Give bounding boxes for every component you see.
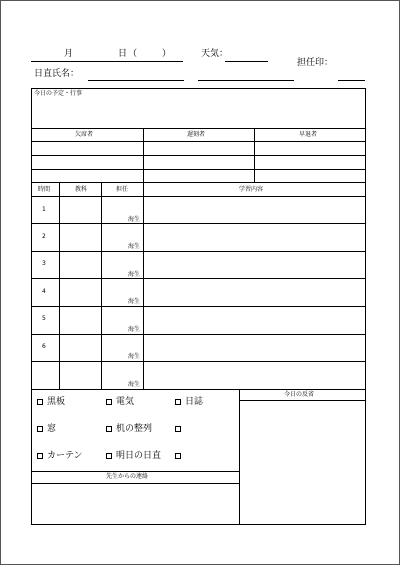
duty-name-label: 日直氏名： xyxy=(34,69,80,79)
period-1: 1 xyxy=(42,206,46,213)
period-2: 2 xyxy=(42,233,46,240)
weather-underline[interactable] xyxy=(225,61,268,62)
day-label: 日 xyxy=(118,49,128,59)
checkbox-blank-1[interactable] xyxy=(175,426,181,432)
date-underline xyxy=(31,61,183,62)
checkbox-blackboard[interactable] xyxy=(37,399,43,405)
checkbox-curtains[interactable] xyxy=(37,453,43,459)
seal-label: 海生 xyxy=(128,271,141,278)
checkbox-windows[interactable] xyxy=(37,426,43,432)
checkbox-blank-2[interactable] xyxy=(175,453,181,459)
teacher-seal-label: 担任印： xyxy=(297,58,334,68)
teacher-message-label: 先生からの連絡 xyxy=(106,473,149,480)
weekday-close-paren: ） xyxy=(162,49,172,59)
late-header: 遅刻者 xyxy=(187,131,206,138)
period-5: 5 xyxy=(42,315,46,322)
teacher-seal-underline[interactable] xyxy=(338,80,365,81)
check-item-next-duty: 明日の日直 xyxy=(116,451,162,461)
content-header: 学習内容 xyxy=(239,186,264,193)
checkbox-desks[interactable] xyxy=(106,426,112,432)
check-item-desks: 机の整列 xyxy=(116,424,153,434)
checkbox-diary[interactable] xyxy=(175,399,181,405)
check-item-curtains: カーテン xyxy=(47,451,83,461)
month-label: 月 xyxy=(64,49,74,59)
duty-name-underline-1[interactable] xyxy=(88,80,184,81)
reflection-label: 今日の反省 xyxy=(284,391,315,398)
checkbox-lights[interactable] xyxy=(106,399,112,405)
check-item-lights: 電気 xyxy=(116,397,135,407)
check-item-diary: 日誌 xyxy=(185,397,204,407)
seal-label: 海生 xyxy=(128,216,141,223)
early-leave-header: 早退者 xyxy=(299,131,318,138)
check-item-blackboard: 黒板 xyxy=(47,397,66,407)
period-3: 3 xyxy=(42,260,46,267)
seal-label: 海生 xyxy=(128,381,141,388)
check-item-windows: 窓 xyxy=(47,424,57,434)
seal-label: 海生 xyxy=(128,353,141,360)
period-4: 4 xyxy=(42,288,46,295)
subject-header: 教科 xyxy=(75,186,88,193)
absent-header: 欠席者 xyxy=(75,131,94,138)
duty-name-underline-2[interactable] xyxy=(198,80,294,81)
period-header: 時間 xyxy=(38,186,51,193)
seal-label: 海生 xyxy=(128,298,141,305)
period-6: 6 xyxy=(42,343,46,350)
checkbox-next-duty[interactable] xyxy=(106,453,112,459)
seal-label: 海生 xyxy=(128,243,141,250)
seal-label: 海生 xyxy=(128,326,141,333)
weather-label: 天気： xyxy=(201,49,229,59)
weekday-open-paren: （ xyxy=(128,49,138,59)
schedule-label: 今日の予定・行事 xyxy=(34,90,83,97)
teacher-header: 担任 xyxy=(116,186,129,193)
